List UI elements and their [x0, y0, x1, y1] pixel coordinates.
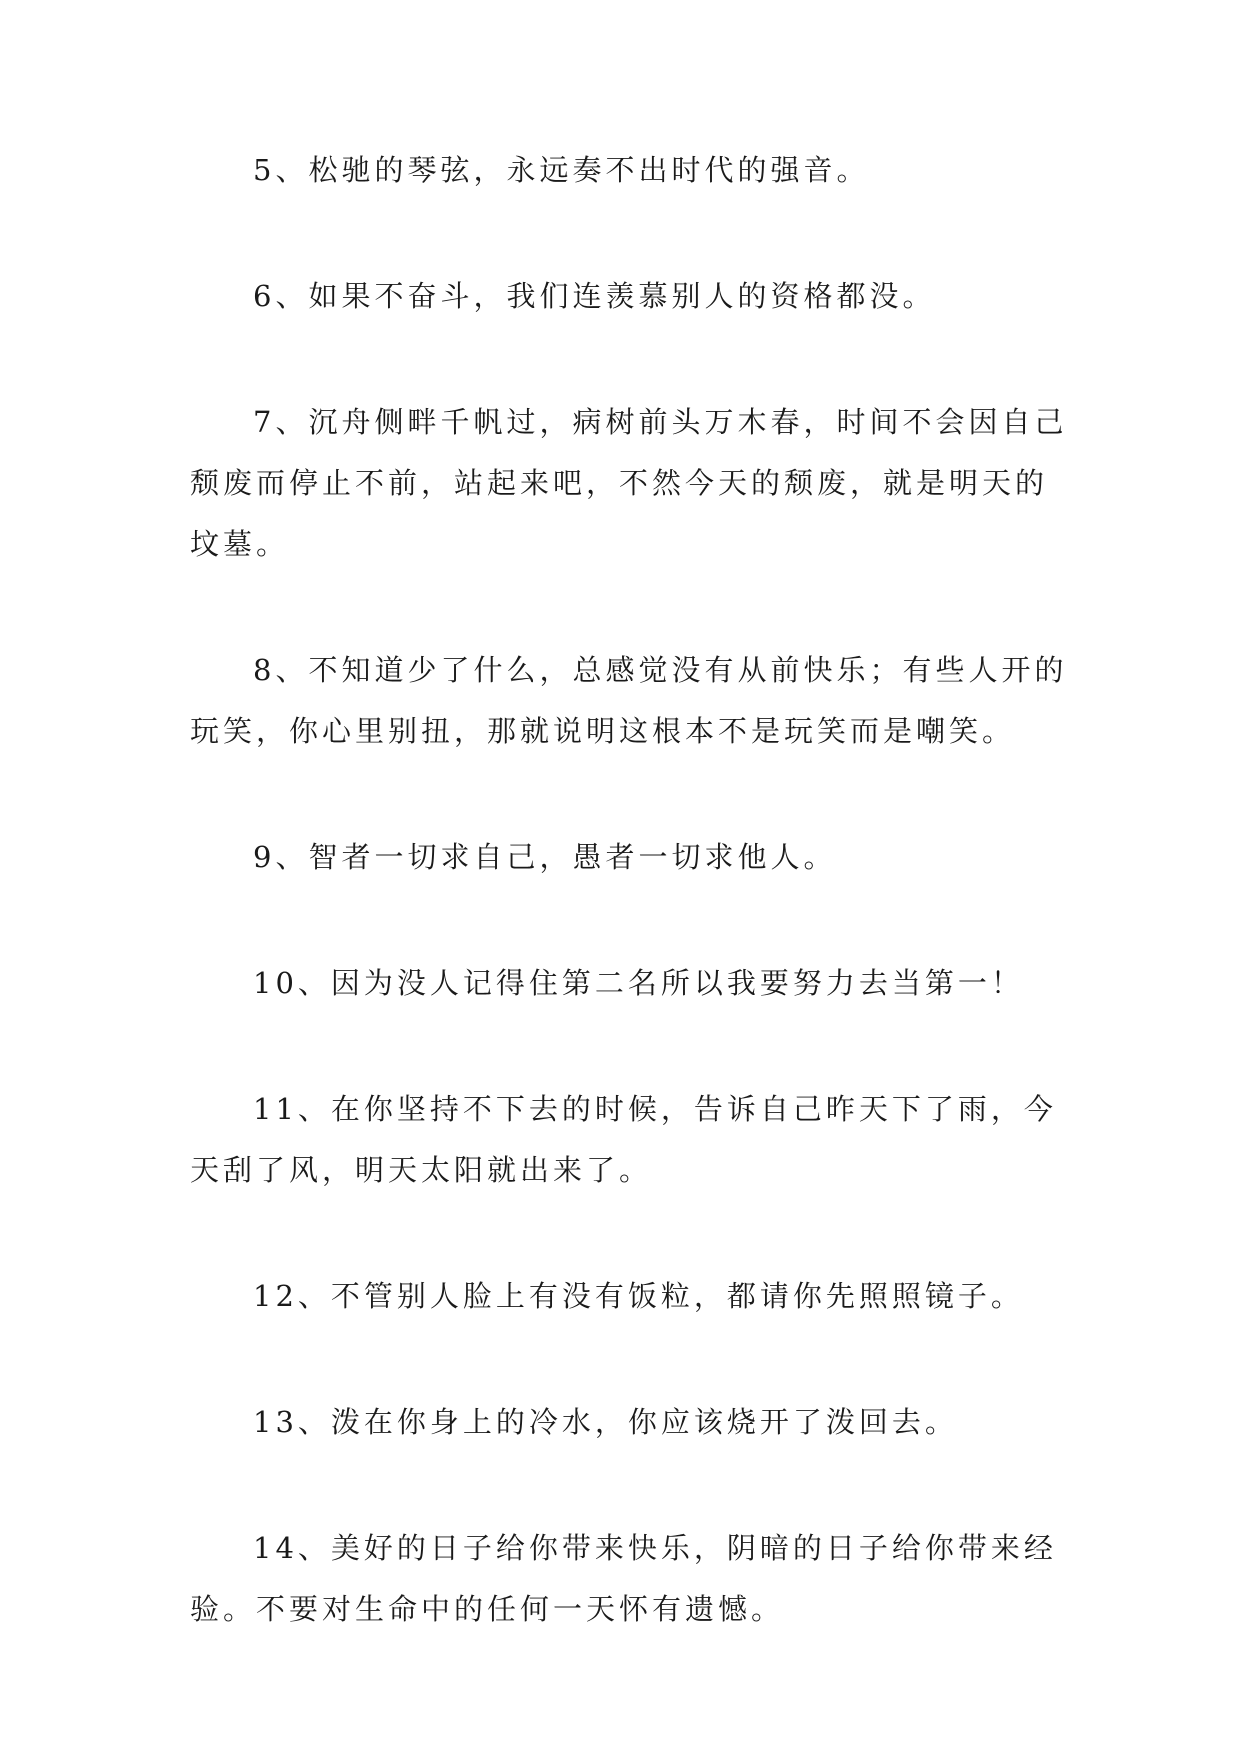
- paragraph-item-12: 12、不管别人脸上有没有饭粒，都请你先照照镜子。: [253, 1279, 1024, 1313]
- paragraph-item-8: 8、不知道少了什么，总感觉没有从前快乐；有些人开的玩笑，你心里别扭，那就说明这根本不是玩笑而是嘲笑。: [190, 653, 1068, 748]
- document-page: [190, 140, 1070, 1705]
- paragraph-item-6: 6、如果不奋斗，我们连羡慕别人的资格都没。: [253, 279, 936, 313]
- paragraph-item-10: 10、因为没人记得住第二名所以我要努力去当第一！: [253, 966, 1024, 1000]
- paragraph-item-9: 9、智者一切求自己，愚者一切求他人。: [253, 840, 837, 874]
- paragraph-item-14: 14、美好的日子给你带来快乐，阴暗的日子给你带来经验。不要对生命中的任何一天怀有遗憾。: [190, 1531, 1057, 1626]
- paragraph-item-7: 7、沉舟侧畔千帆过，病树前头万木春，时间不会因自己颓废而停止不前，站起来吧，不然今天的颓废，就是明天的坟墓。: [190, 405, 1068, 561]
- paragraph-item-5: 5、松驰的琴弦，永远奏不出时代的强音。: [253, 153, 870, 187]
- paragraph-item-13: 13、泼在你身上的冷水，你应该烧开了泼回去。: [253, 1405, 958, 1439]
- paragraph-item-11: 11、在你坚持不下去的时候，告诉自己昨天下了雨，今天刮了风，明天太阳就出来了。: [190, 1092, 1057, 1187]
